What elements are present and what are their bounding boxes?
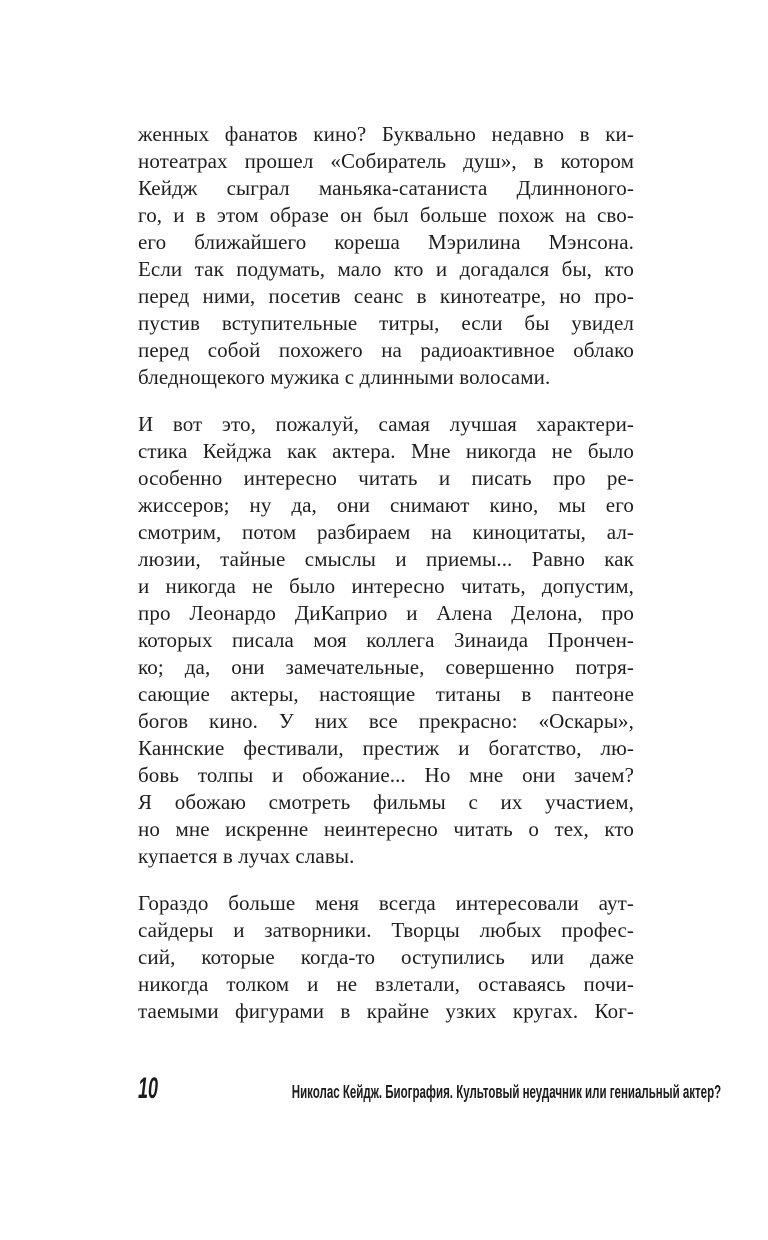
text-line: которых писала моя коллега Зинаида Прончен- bbox=[138, 628, 634, 652]
text-line: Гораздо больше меня всегда интересовали аут- bbox=[138, 891, 634, 915]
text-line: таемыми фигурами в крайне узких кругах. Ког- bbox=[138, 999, 634, 1023]
text-line: сайдеры и затворники. Творцы любых профес- bbox=[138, 918, 634, 942]
text-line: бовь толпы и обожание... Но мне они зачем? bbox=[138, 763, 634, 787]
text-line: его ближайшего кореша Мэрилина Мэнсона. bbox=[138, 230, 634, 254]
text-line: ко; да, они замечательные, совершенно потря- bbox=[138, 655, 634, 679]
text-line: нотеатрах прошел «Собиратель душ», в котором bbox=[138, 149, 634, 173]
text-line: стика Кейджа как актера. Мне никогда не было bbox=[138, 439, 634, 463]
text-line: никогда толком и не взлетали, оставаясь почи- bbox=[138, 972, 634, 996]
text-line: смотрим, потом разбираем на киноцитаты, ал- bbox=[138, 520, 634, 544]
text-line: женных фанатов кино? Буквально недавно в ки- bbox=[138, 122, 634, 146]
paragraph-2 bbox=[138, 411, 634, 870]
running-title-text: Николас Кейдж. Биография. Культовый неудачник или гениальный актер? bbox=[292, 1082, 722, 1102]
text-line: го, и в этом образе он был больше похож на сво- bbox=[138, 203, 634, 227]
text-line: И вот это, пожалуй, самая лучшая характери- bbox=[138, 412, 634, 436]
text-line: Если так подумать, мало кто и догадался бы, кто bbox=[138, 257, 634, 281]
page-footer bbox=[138, 1072, 722, 1106]
text-line: но мне искренне неинтересно читать о тех, кто bbox=[138, 817, 634, 841]
text-line: перед ними, посетив сеанс в кинотеатре, но про- bbox=[138, 284, 634, 308]
text-line: и никогда не было интересно читать, допустим, bbox=[138, 574, 634, 598]
paragraph-1 bbox=[138, 121, 634, 391]
text-line: Кейдж сыграл маньяка-сатаниста Длинноного- bbox=[138, 176, 634, 200]
page-number bbox=[138, 1072, 171, 1106]
text-line: люзии, тайные смыслы и приемы... Равно как bbox=[138, 547, 634, 571]
text-line: Каннские фестивали, престиж и богатство, лю- bbox=[138, 736, 634, 760]
text-line: перед собой похожего на радиоактивное облако bbox=[138, 338, 634, 362]
page-number-value: 10 bbox=[138, 1072, 159, 1105]
text-line: про Леонардо ДиКаприо и Алена Делона, про bbox=[138, 601, 634, 625]
text-line: особенно интересно читать и писать про ре- bbox=[138, 466, 634, 490]
text-line: жиссеров; ну да, они снимают кино, мы его bbox=[138, 493, 634, 517]
text-line: сающие актеры, настоящие титаны в пантеоне bbox=[138, 682, 634, 706]
text-line: пустив вступительные титры, если бы увидел bbox=[138, 311, 634, 335]
paragraph-3 bbox=[138, 890, 634, 1025]
page-text-block bbox=[138, 121, 634, 1025]
text-line: купается в лучах славы. bbox=[138, 844, 355, 868]
text-line: бледнощекого мужика с длинными волосами. bbox=[138, 365, 551, 389]
text-line: Я обожаю смотреть фильмы с их участием, bbox=[138, 790, 634, 814]
running-title bbox=[171, 1081, 768, 1103]
text-line: богов кино. У них все прекрасно: «Оскары», bbox=[138, 709, 634, 733]
text-line: сий, которые когда-то оступились или даже bbox=[138, 945, 634, 969]
